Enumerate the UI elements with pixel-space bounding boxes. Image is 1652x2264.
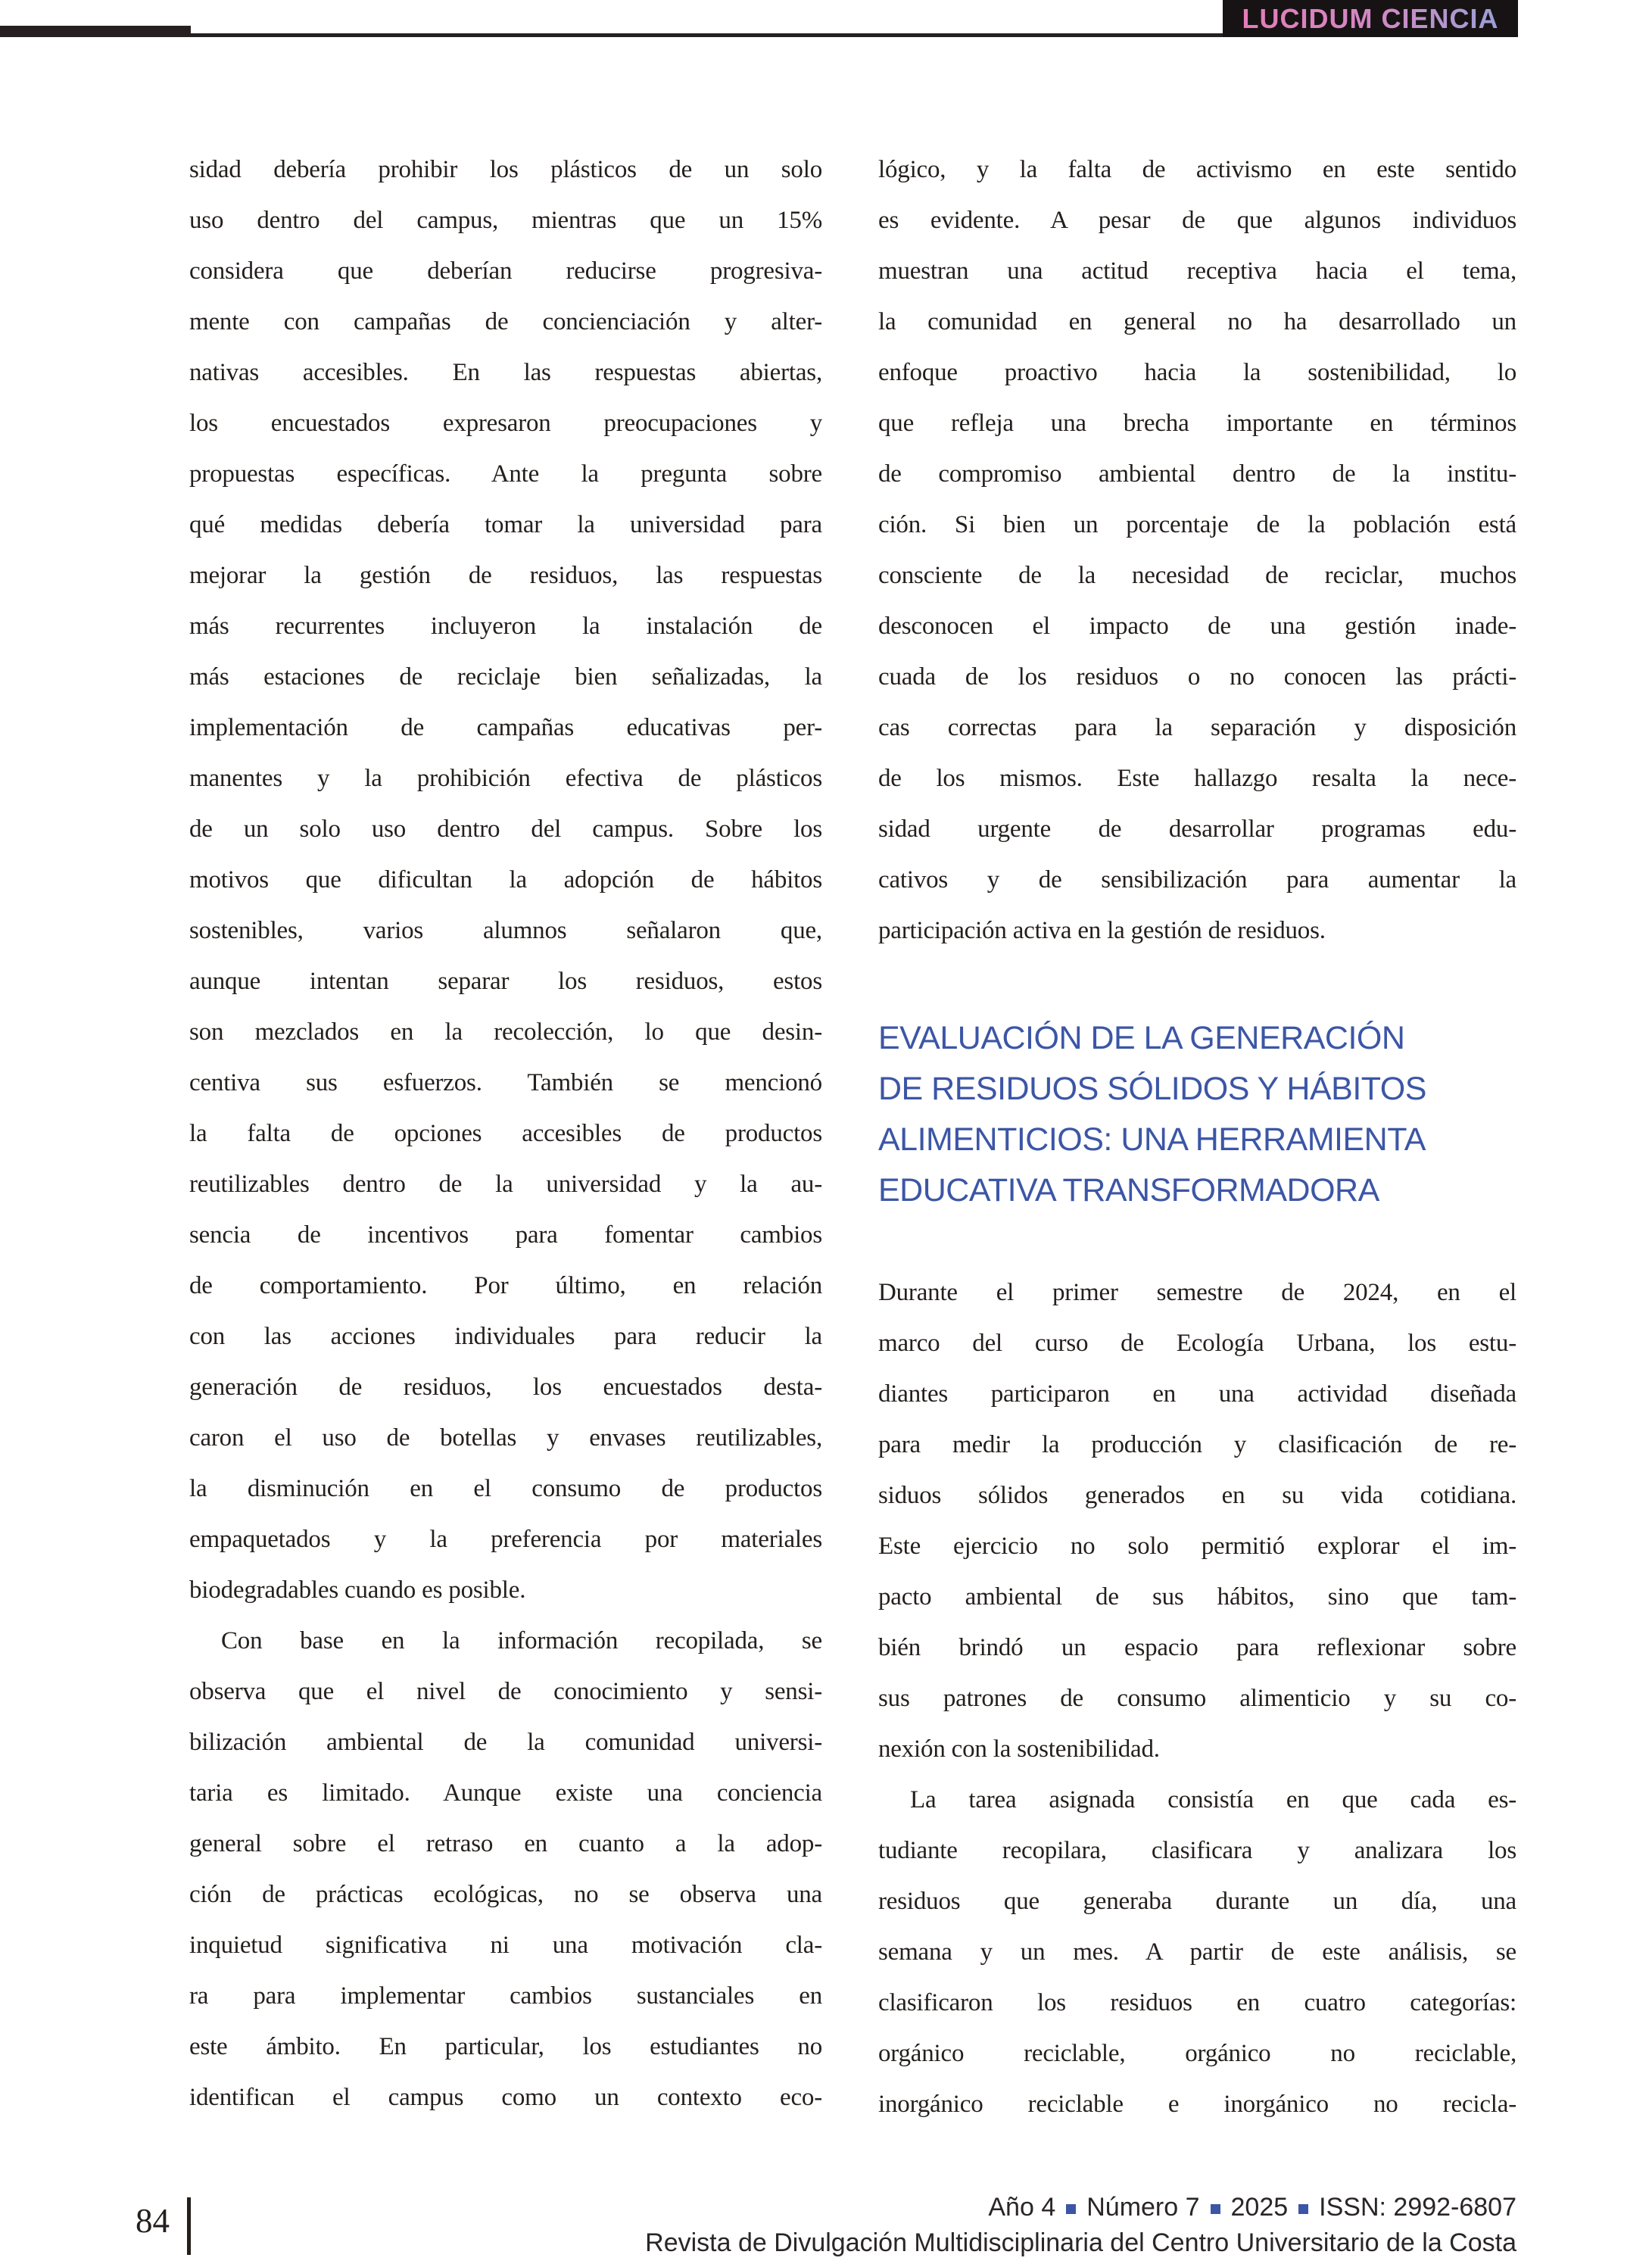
text-line: generación de residuos, los encuestados desta- bbox=[189, 1374, 822, 1401]
footer-meta-segment: Número 7 bbox=[1086, 2193, 1200, 2222]
text-line: siduos sólidos generados en su vida cotidiana. bbox=[878, 1482, 1516, 1509]
separator-square-icon bbox=[1066, 2204, 1076, 2214]
text-line: orgánico reciclable, orgánico no reciclable, bbox=[878, 2040, 1516, 2067]
footer-meta-segment: ISSN: 2992-6807 bbox=[1319, 2193, 1516, 2222]
text-line: consciente de la necesidad de reciclar, muchos bbox=[878, 562, 1516, 589]
right-part1 bbox=[878, 145, 1516, 956]
text-line: motivos que dificultan la adopción de hábitos bbox=[189, 866, 822, 893]
text-line: sencia de incentivos para fomentar cambios bbox=[189, 1221, 822, 1249]
text-line: cuada de los residuos o no conocen las prácti- bbox=[878, 663, 1516, 691]
text-line: participación activa en la gestión de residuos. bbox=[878, 917, 1326, 944]
text-line: tudiante recopilara, clasificara y analizara los bbox=[878, 1837, 1516, 1864]
text-line: más recurrentes incluyeron la instalación de bbox=[189, 613, 822, 640]
right-part2 bbox=[878, 1268, 1516, 2130]
text-line: ra para implementar cambios sustanciales en bbox=[189, 1982, 822, 2010]
separator-square-icon bbox=[1298, 2204, 1308, 2214]
text-line: ción. Si bien un porcentaje de la población está bbox=[878, 511, 1516, 538]
text-line: observa que el nivel de conocimiento y sensi- bbox=[189, 1678, 822, 1705]
text-line: inorgánico reciclable e inorgánico no recicla- bbox=[878, 2091, 1516, 2118]
footer-meta-segment: 2025 bbox=[1230, 2193, 1289, 2222]
text-line: los encuestados expresaron preocupaciones y bbox=[189, 410, 822, 437]
footer-journal-line: Revista de Divulgación Multidisciplinaria del Centro Universitario de la Costa bbox=[645, 2228, 1516, 2257]
text-line: bilización ambiental de la comunidad universi- bbox=[189, 1729, 822, 1756]
text-line: este ámbito. En particular, los estudiantes no bbox=[189, 2033, 822, 2060]
text-line: son mezclados en la recolección, lo que desin- bbox=[189, 1018, 822, 1046]
journal-brand-title: LUCIDUM CIENCIA bbox=[1242, 2, 1499, 34]
section-heading-line: EVALUACIÓN DE LA GENERACIÓN bbox=[878, 1020, 1405, 1056]
section-heading-line: EDUCATIVA TRANSFORMADORA bbox=[878, 1172, 1379, 1208]
footer-divider bbox=[187, 2197, 191, 2255]
text-line: la disminución en el consumo de productos bbox=[189, 1475, 822, 1502]
text-line: de los mismos. Este hallazgo resalta la nece- bbox=[878, 765, 1516, 792]
text-line: Con base en la información recopilada, se bbox=[221, 1627, 822, 1654]
text-line: considera que deberían reducirse progresiva- bbox=[189, 257, 822, 285]
section-heading bbox=[878, 1013, 1516, 1216]
text-line: aunque intentan separar los residuos, estos bbox=[189, 968, 822, 995]
text-line: biodegradables cuando es posible. bbox=[189, 1576, 526, 1604]
text-line: general sobre el retraso en cuanto a la adop- bbox=[189, 1830, 822, 1857]
text-line: empaquetados y la preferencia por materiales bbox=[189, 1526, 822, 1553]
text-line: clasificaron los residuos en cuatro categorías: bbox=[878, 1989, 1516, 2016]
column-left bbox=[189, 145, 822, 2123]
text-line: semana y un mes. A partir de este análisis, se bbox=[878, 1938, 1516, 1966]
text-line: marco del curso de Ecología Urbana, los estu- bbox=[878, 1330, 1516, 1357]
text-line: de compromiso ambiental dentro de la institu- bbox=[878, 460, 1516, 488]
text-line: con las acciones individuales para reducir la bbox=[189, 1323, 822, 1350]
section-heading-line: ALIMENTICIOS: UNA HERRAMIENTA bbox=[878, 1121, 1426, 1158]
text-line: diantes participaron en una actividad diseñada bbox=[878, 1380, 1516, 1408]
text-line: sus patrones de consumo alimenticio y su co- bbox=[878, 1685, 1516, 1712]
text-line: la comunidad en general no ha desarrollado un bbox=[878, 308, 1516, 335]
text-line: para medir la producción y clasificación de re- bbox=[878, 1431, 1516, 1458]
text-line: cativos y de sensibilización para aumentar la bbox=[878, 866, 1516, 893]
text-line: que refleja una brecha importante en términos bbox=[878, 410, 1516, 437]
text-line: nativas accesibles. En las respuestas abiertas, bbox=[189, 359, 822, 386]
text-line: taria es limitado. Aunque existe una conciencia bbox=[189, 1779, 822, 1807]
text-line: muestran una actitud receptiva hacia el tema, bbox=[878, 257, 1516, 285]
journal-brand-box bbox=[1223, 0, 1518, 37]
text-line: es evidente. A pesar de que algunos individuos bbox=[878, 207, 1516, 234]
text-line: de un solo uso dentro del campus. Sobre los bbox=[189, 815, 822, 843]
text-line: enfoque proactivo hacia la sostenibilidad, lo bbox=[878, 359, 1516, 386]
footer-meta bbox=[988, 2191, 1516, 2224]
text-line: más estaciones de reciclaje bien señalizadas, la bbox=[189, 663, 822, 691]
text-line: inquietud significativa ni una motivación cla- bbox=[189, 1932, 822, 1959]
text-line: mente con campañas de concienciación y alter- bbox=[189, 308, 822, 335]
text-line: nexión con la sostenibilidad. bbox=[878, 1735, 1160, 1763]
text-line: sidad debería prohibir los plásticos de un solo bbox=[189, 156, 822, 183]
text-line: qué medidas debería tomar la universidad para bbox=[189, 511, 822, 538]
text-line: La tarea asignada consistía en que cada es- bbox=[910, 1786, 1516, 1813]
text-line: implementación de campañas educativas per- bbox=[189, 714, 822, 741]
text-line: cas correctas para la separación y disposición bbox=[878, 714, 1516, 741]
text-line: Durante el primer semestre de 2024, en el bbox=[878, 1279, 1516, 1306]
text-line: centiva sus esfuerzos. También se mencionó bbox=[189, 1069, 822, 1096]
text-line: Este ejercicio no solo permitió explorar el im- bbox=[878, 1533, 1516, 1560]
text-line: sidad urgente de desarrollar programas edu- bbox=[878, 815, 1516, 843]
footer-meta-segment: Año 4 bbox=[988, 2193, 1056, 2222]
text-line: manentes y la prohibición efectiva de plásticos bbox=[189, 765, 822, 792]
text-line: lógico, y la falta de activismo en este sentido bbox=[878, 156, 1516, 183]
text-line: propuestas específicas. Ante la pregunta sobre bbox=[189, 460, 822, 488]
text-line: sostenibles, varios alumnos señalaron que, bbox=[189, 917, 822, 944]
text-line: reutilizables dentro de la universidad y la au- bbox=[189, 1171, 822, 1198]
text-line: bién brindó un espacio para reflexionar sobre bbox=[878, 1634, 1516, 1661]
text-line: caron el uso de botellas y envases reutilizables, bbox=[189, 1424, 822, 1452]
text-line: ción de prácticas ecológicas, no se observa una bbox=[189, 1881, 822, 1908]
text-line: desconocen el impacto de una gestión inade- bbox=[878, 613, 1516, 640]
text-line: mejorar la gestión de residuos, las respuestas bbox=[189, 562, 822, 589]
text-line: uso dentro del campus, mientras que un 15% bbox=[189, 207, 822, 234]
separator-square-icon bbox=[1211, 2204, 1220, 2214]
section-heading-line: DE RESIDUOS SÓLIDOS Y HÁBITOS bbox=[878, 1071, 1426, 1107]
text-line: residuos que generaba durante un día, una bbox=[878, 1888, 1516, 1915]
page-number: 84 bbox=[136, 2202, 170, 2240]
text-line: de comportamiento. Por último, en relación bbox=[189, 1272, 822, 1299]
header-accent-bar bbox=[0, 26, 191, 37]
column-right bbox=[878, 145, 1516, 2130]
text-line: pacto ambiental de sus hábitos, sino que tam- bbox=[878, 1583, 1516, 1611]
text-line: identifican el campus como un contexto eco- bbox=[189, 2084, 822, 2111]
text-line: la falta de opciones accesibles de productos bbox=[189, 1120, 822, 1147]
